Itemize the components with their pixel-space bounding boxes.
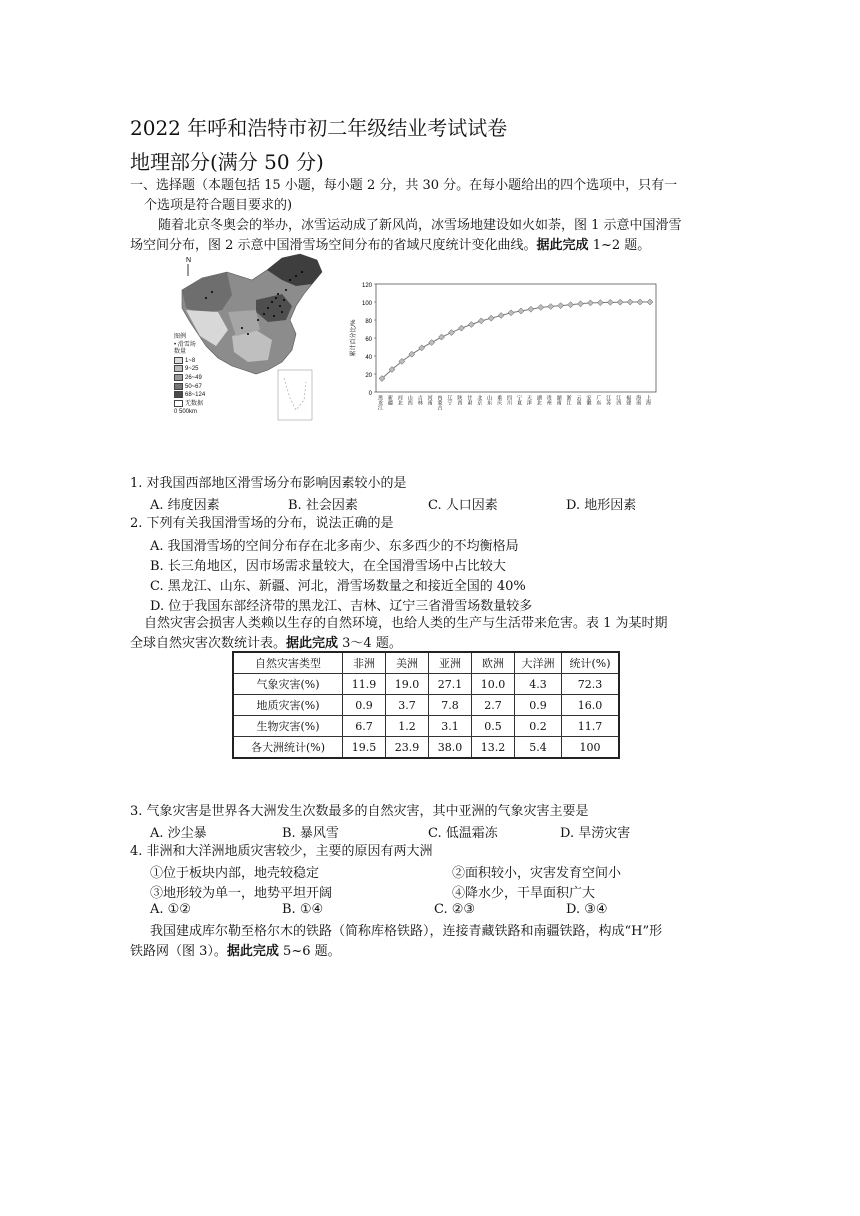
north-arrow-label: N: [186, 257, 192, 264]
x-tick-label: 山西: [406, 395, 413, 405]
x-tick-label: 广东: [595, 395, 602, 405]
q2-option-a[interactable]: A. 我国滑雪场的空间分布存在北多南少、东多西少的不均衡格局: [150, 539, 519, 554]
table-cell: 1.2: [386, 716, 429, 737]
q4-statement-2: ②面积较小，灾害发育空间小: [452, 866, 622, 881]
table-header-row: [233, 652, 619, 674]
passage-2-text: 全球自然灾害次数统计表。: [130, 636, 287, 651]
passage-1-text: 场空间分布，图 2 示意中国滑雪场空间分布的省域尺度统计变化曲线。: [130, 238, 537, 253]
data-point: [498, 313, 504, 319]
x-tick-label: 河北: [396, 395, 403, 405]
data-point: [647, 299, 653, 305]
table-cell: 10.0: [472, 674, 515, 695]
q4-option-c[interactable]: C. ②③: [434, 902, 476, 917]
table-row: [233, 695, 619, 716]
data-point: [538, 304, 544, 310]
q1-option-d[interactable]: D. 地形因素: [566, 498, 637, 513]
section-heading: 一、选择题（本题包括 15 小题，每小题 2 分，共 30 分。在每小题给出的四个选项中，只有一: [130, 178, 678, 193]
map-scale: 0 500km: [174, 408, 198, 415]
table-cell: 0.2: [515, 716, 562, 737]
x-tick-label: 湖北: [535, 395, 542, 405]
x-tick-label: 内蒙古: [436, 395, 443, 410]
q2-option-b[interactable]: B. 长三角地区，因市场需求量较大，在全国滑雪场中占比较大: [150, 559, 506, 574]
q1-option-a[interactable]: A. 纬度因素: [150, 498, 220, 513]
x-tick-label: 贵州: [545, 395, 552, 405]
x-tick-label: 江西: [615, 395, 622, 405]
table-cell: 5.4: [515, 737, 562, 759]
q3-option-c[interactable]: C. 低温霜冻: [428, 826, 498, 841]
q4-stem: 4. 非洲和大洋洲地质灾害较少，主要的原因有两大洲: [130, 844, 433, 859]
table-cell: 气象灾害(%): [233, 674, 343, 695]
passage-1-end: 1~2 题。: [588, 238, 651, 253]
table-cell: 23.9: [386, 737, 429, 759]
legend-swatch: [174, 383, 183, 390]
q2-option-c[interactable]: C. 黑龙江、山东、新疆、河北，滑雪场数量之和接近全国的 40%: [150, 579, 526, 594]
legend-range-item: [174, 400, 205, 409]
legend-swatch: [174, 357, 183, 364]
legend-range-item: [174, 374, 205, 383]
data-point: [468, 322, 474, 328]
page-title: 2022 年呼和浩特市初二年级结业考试试卷: [130, 116, 508, 140]
y-tick-label: 40: [365, 355, 372, 361]
table-cell: 生物灾害(%): [233, 716, 343, 737]
legend-swatch: [174, 400, 183, 407]
y-tick-label: 0: [368, 391, 372, 397]
x-tick-label: 福建: [625, 395, 632, 405]
passage-3-end: 5~6 题。: [278, 944, 341, 959]
data-point: [578, 301, 584, 307]
q4-option-d[interactable]: D. ③④: [566, 902, 608, 917]
q4-statement-1: ①位于板块内部，地壳较稳定: [150, 866, 320, 881]
y-tick-label: 100: [361, 301, 372, 307]
table-cell: 6.7: [343, 716, 386, 737]
x-tick-label: 河南: [426, 395, 433, 405]
passage-3-bold: 据此完成: [226, 944, 279, 959]
table-cell: 地质灾害(%): [233, 695, 343, 716]
data-point: [528, 306, 534, 312]
table-cell: 13.2: [472, 737, 515, 759]
table-cell: 19.5: [343, 737, 386, 759]
table-cell: 2.7: [472, 695, 515, 716]
legend-swatch: [174, 391, 183, 398]
x-tick-label: 山东: [486, 395, 493, 405]
passage-3-line2: [130, 942, 341, 962]
x-tick-label: 上海: [645, 395, 651, 405]
map-legend: [174, 334, 205, 416]
data-point: [617, 299, 623, 305]
q3-stem: 3. 气象灾害是世界各大洲发生次数最多的自然灾害，其中亚洲的气象灾害主要是: [130, 804, 589, 819]
q3-option-d[interactable]: D. 旱涝灾害: [560, 826, 631, 841]
passage-3-line1: 我国建成库尔勒至格尔木的铁路（简称库格铁路），连接青藏铁路和南疆铁路，构成“H”形: [150, 924, 663, 939]
q1-option-c[interactable]: C. 人口因素: [428, 498, 498, 513]
data-point: [637, 299, 643, 305]
table-cell: 11.9: [343, 674, 386, 695]
table-cell: 0.9: [343, 695, 386, 716]
table-cell: 3.1: [429, 716, 472, 737]
section-heading-cont: 个选项是符合题目要求的): [144, 198, 293, 213]
y-tick-label: 20: [365, 373, 372, 379]
table-header: 自然灾害类型: [233, 652, 343, 674]
legend-range-item: [174, 365, 205, 374]
table-cell: 0.9: [515, 695, 562, 716]
passage-2-end: 3～4 题。: [338, 636, 402, 651]
data-point: [448, 330, 454, 336]
disaster-table: [232, 651, 620, 759]
data-point: [548, 304, 554, 310]
x-tick-label: 海南: [635, 395, 642, 405]
table-cell: 16.0: [562, 695, 620, 716]
x-tick-label: 云南: [575, 395, 582, 405]
table-row: [233, 674, 619, 695]
y-tick-label: 120: [361, 283, 372, 289]
south-china-sea-inset: [278, 370, 312, 420]
legend-range-item: [174, 383, 205, 392]
table-cell: 72.3: [562, 674, 620, 695]
legend-swatch: [174, 374, 183, 381]
legend-range-label: 无数据: [185, 401, 204, 408]
data-point: [597, 300, 603, 306]
x-tick-label: 宁夏: [515, 395, 522, 405]
legend-title: 图例: [174, 334, 187, 340]
q4-statement-3: ③地形较为单一，地势平坦开阔: [150, 886, 333, 901]
table-cell: 19.0: [386, 674, 429, 695]
q4-option-a[interactable]: A. ①②: [150, 902, 191, 917]
passage-2-line1: 自然灾害会损害人类赖以生存的自然环境，也给人类的生产与生活带来危害。表 1 为某时期: [144, 616, 668, 631]
legend-range-label: 26~49: [185, 375, 202, 382]
plot-area: [376, 284, 656, 392]
q1-stem: 1. 对我国西部地区滑雪场分布影响因素较小的是: [130, 476, 407, 491]
x-tick-label: 吉林: [416, 395, 423, 405]
figure-2-chart: [346, 276, 664, 436]
data-point: [458, 325, 464, 331]
data-point: [439, 334, 445, 340]
table-row: [233, 716, 619, 737]
table-header: 亚洲: [429, 652, 472, 674]
legend-count-label: 数量: [174, 349, 187, 356]
legend-range-item: [174, 391, 205, 400]
table-cell: 11.7: [562, 716, 620, 737]
passage-2-bold: 据此完成: [286, 636, 339, 651]
data-point: [558, 303, 564, 309]
table-cell: 100: [562, 737, 620, 759]
table-header: 非洲: [343, 652, 386, 674]
data-point: [478, 318, 484, 324]
q2-option-d[interactable]: D. 位于我国东部经济带的黑龙江、吉林、辽宁三省滑雪场数量较多: [150, 599, 533, 614]
x-tick-label: 四川: [506, 395, 513, 405]
legend-range-label: 9~25: [185, 366, 199, 373]
passage-3-text: 铁路网（图 3）。: [130, 944, 227, 959]
q3-option-b[interactable]: B. 暴风雪: [282, 826, 339, 841]
x-tick-label: 江苏: [605, 395, 612, 405]
data-point: [568, 302, 574, 308]
q3-option-a[interactable]: A. 沙尘暴: [150, 826, 207, 841]
table-cell: 7.8: [429, 695, 472, 716]
legend-swatch: [174, 365, 183, 372]
x-tick-label: 北京: [476, 395, 483, 405]
legend-range-label: 50~67: [185, 383, 202, 390]
table-row: [233, 737, 619, 759]
data-point: [508, 310, 514, 316]
data-point: [627, 299, 633, 305]
table-cell: 3.7: [386, 695, 429, 716]
table-cell: 4.3: [515, 674, 562, 695]
table-cell: 0.5: [472, 716, 515, 737]
legend-range-item: [174, 357, 205, 366]
x-tick-label: 新疆: [386, 395, 393, 405]
data-point: [488, 315, 494, 321]
table-header: 美洲: [386, 652, 429, 674]
x-tick-label: 重庆: [496, 395, 503, 405]
x-tick-label: 陕西: [456, 395, 463, 405]
passage-1-line1: 随着北京冬奥会的举办，冰雪运动成了新风尚，冰雪场地建设如火如荼，图 1 示意中国滑雪: [158, 218, 682, 233]
y-tick-label: 60: [365, 337, 372, 343]
x-tick-label: 甘肃: [466, 395, 473, 405]
table-header: 欧洲: [472, 652, 515, 674]
passage-1-bold: 据此完成: [536, 238, 589, 253]
x-tick-label: 黑龙江: [377, 395, 383, 410]
x-tick-label: 天津: [525, 395, 532, 405]
y-axis-label: 累计百分比/%: [351, 319, 357, 357]
legend-dot-label: • 滑雪场: [174, 341, 196, 348]
series-line: [382, 302, 650, 379]
table-cell: 38.0: [429, 737, 472, 759]
table-cell: 各大洲统计(%): [233, 737, 343, 759]
page-subtitle: 地理部分(满分 50 分): [130, 150, 324, 174]
legend-range-label: 1~8: [185, 357, 196, 364]
table-header: 大洋洲: [515, 652, 562, 674]
x-tick-label: 安徽: [585, 395, 592, 405]
x-tick-label: 辽宁: [446, 395, 453, 405]
legend-range-label: 68~124: [185, 392, 206, 399]
figure-1-map: [172, 250, 342, 425]
table-cell: 27.1: [429, 674, 472, 695]
q2-stem: 2. 下列有关我国滑雪场的分布，说法正确的是: [130, 516, 394, 531]
x-tick-label: 湖南: [555, 395, 562, 405]
data-point: [518, 308, 524, 314]
data-point: [429, 340, 435, 346]
data-point: [607, 299, 613, 305]
x-tick-label: 浙江: [565, 395, 572, 405]
q4-statement-4: ④降水少，干旱面积广大: [452, 886, 596, 901]
data-point: [419, 345, 425, 351]
data-point: [587, 300, 593, 306]
q1-option-b[interactable]: B. 社会因素: [288, 498, 358, 513]
y-tick-label: 80: [365, 319, 372, 325]
table-header: 统计(%): [562, 652, 620, 674]
q4-option-b[interactable]: B. ①④: [282, 902, 324, 917]
